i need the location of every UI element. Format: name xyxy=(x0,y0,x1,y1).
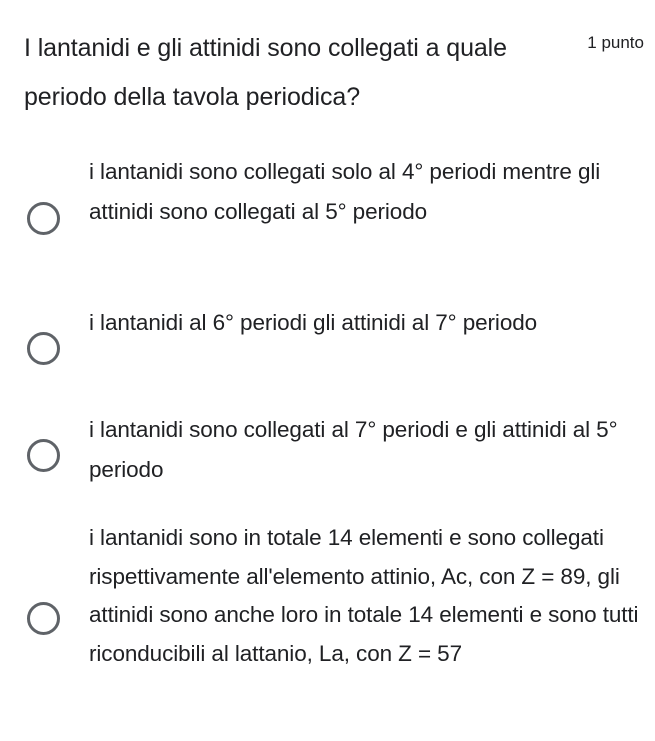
question-title: I lantanidi e gli attinidi sono collegati a quale periodo della tavola periodica? xyxy=(24,34,507,111)
option-1-radio[interactable] xyxy=(27,202,60,235)
option-4-label: i lantanidi sono in totale 14 elementi e sono collegati rispettivamente all'elemento attinio, Ac, con Z = 89, gli attinidi sono anche loro in totale 14 elementi e sono tutti riconducibili al lattanio, La, con Z = 57 xyxy=(89,525,639,666)
question-header xyxy=(24,24,644,122)
option-1[interactable] xyxy=(27,152,637,274)
option-1-label: i lantanidi sono collegati solo al 4° periodi mentre gli attinidi sono collegati al 5° periodo xyxy=(89,159,601,224)
option-4-radio[interactable] xyxy=(27,602,60,635)
option-2[interactable] xyxy=(27,303,637,385)
option-3-radio[interactable] xyxy=(27,439,60,472)
option-3-label: i lantanidi sono collegati al 7° periodi e gli attinidi al 5° periodo xyxy=(89,417,618,482)
option-3[interactable] xyxy=(27,410,637,492)
option-2-radio[interactable] xyxy=(27,332,60,365)
option-4[interactable] xyxy=(27,519,637,719)
option-2-label: i lantanidi al 6° periodi gli attinidi al 7° periodo xyxy=(89,310,538,335)
points-label: 1 punto xyxy=(587,33,644,52)
